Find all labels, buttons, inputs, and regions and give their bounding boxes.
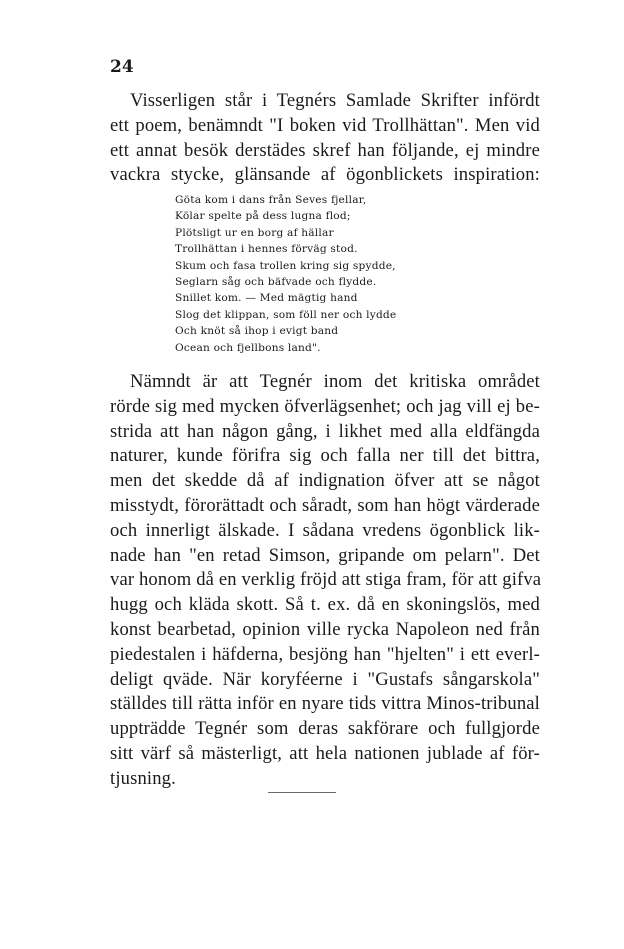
- poem-verse: Trollhättan i hennes förväg stod.: [175, 243, 358, 256]
- paragraph-line: ett annat besök derstädes skref han följande, ej mindre: [110, 139, 540, 161]
- paragraph-line: hugg och kläda skott. Så t. ex. då en skoningslös, med: [110, 594, 540, 616]
- section-divider: [268, 792, 336, 793]
- page-number: 24: [110, 57, 134, 77]
- paragraph-line: och innerligt älskade. I sådana vredens ögonblick lik-: [110, 519, 540, 541]
- poem-verse: Ocean och fjellbons land".: [175, 341, 321, 354]
- poem-verse: Skum och fasa trollen kring sig spydde,: [175, 259, 396, 272]
- poem-verse: Kölar spelte på dess lugna flod;: [175, 210, 351, 223]
- paragraph-line: Visserligen står i Tegnérs Samlade Skrifter infördt: [130, 90, 540, 111]
- paragraph-line: deligt qväde. När koryféerne i "Gustafs sångarskola": [110, 668, 540, 690]
- poem-verse: Och knöt så ihop i evigt band: [175, 325, 339, 338]
- paragraph-line: naturer, kunde förifra sig och falla ner till det bittra,: [110, 445, 540, 467]
- paragraph-1: [110, 89, 540, 188]
- paragraph-line: rörde sig med mycken öfverlägsenhet; och jag vill ej be-: [110, 395, 540, 417]
- poem-verse: Slog det klippan, som föll ner och lydde: [175, 308, 397, 321]
- paragraph-line: ett poem, benämndt "I boken vid Trollhättan". Men vid: [110, 114, 540, 136]
- paragraph-line: men det skedde då af indignation öfver att se något: [110, 470, 540, 492]
- paragraph-line: piedestalen i häfderna, besjöng han "hjelten" i ett everl-: [110, 643, 540, 665]
- paragraph-line: konst bearbetad, opinion ville rycka Napoleon ned från: [110, 618, 540, 640]
- paragraph-line: Nämndt är att Tegnér inom det kritiska området: [130, 371, 540, 392]
- poem-verse: Göta kom i dans från Seves fjellar,: [175, 194, 367, 206]
- paragraph-line: vackra stycke, glänsande af ögonblickets inspiration:: [110, 164, 540, 186]
- paragraph-line: uppträdde Tegnér som deras sakförare och fullgjorde: [110, 718, 540, 740]
- poem-verse: Snillet kom. — Med mägtig hand: [175, 292, 358, 305]
- poem-block: [175, 192, 435, 356]
- paragraph-line: sitt värf så mästerligt, att hela nationen jublade af för-: [110, 742, 540, 764]
- poem-verse: Seglarn såg och bäfvade och flydde.: [175, 275, 377, 288]
- paragraph-line: var honom då en verklig fröjd att stiga fram, för att gifva: [110, 569, 542, 591]
- paragraph-line: nade han "en retad Simson, gripande om pelarn". Det: [110, 544, 540, 566]
- paragraph-line: misstydt, förorättadt och såradt, som han högt värderade: [110, 494, 540, 516]
- poem-verse: Plötsligt ur en borg af hällar: [175, 226, 334, 239]
- paragraph-2: [110, 370, 540, 792]
- paragraph-line: tjusning.: [110, 767, 176, 789]
- paragraph-line: ställdes till rätta inför en nyare tids vittra Minos-tribunal: [110, 693, 540, 715]
- paragraph-line: strida att han någon gång, i likhet med alla eldfängda: [110, 420, 540, 442]
